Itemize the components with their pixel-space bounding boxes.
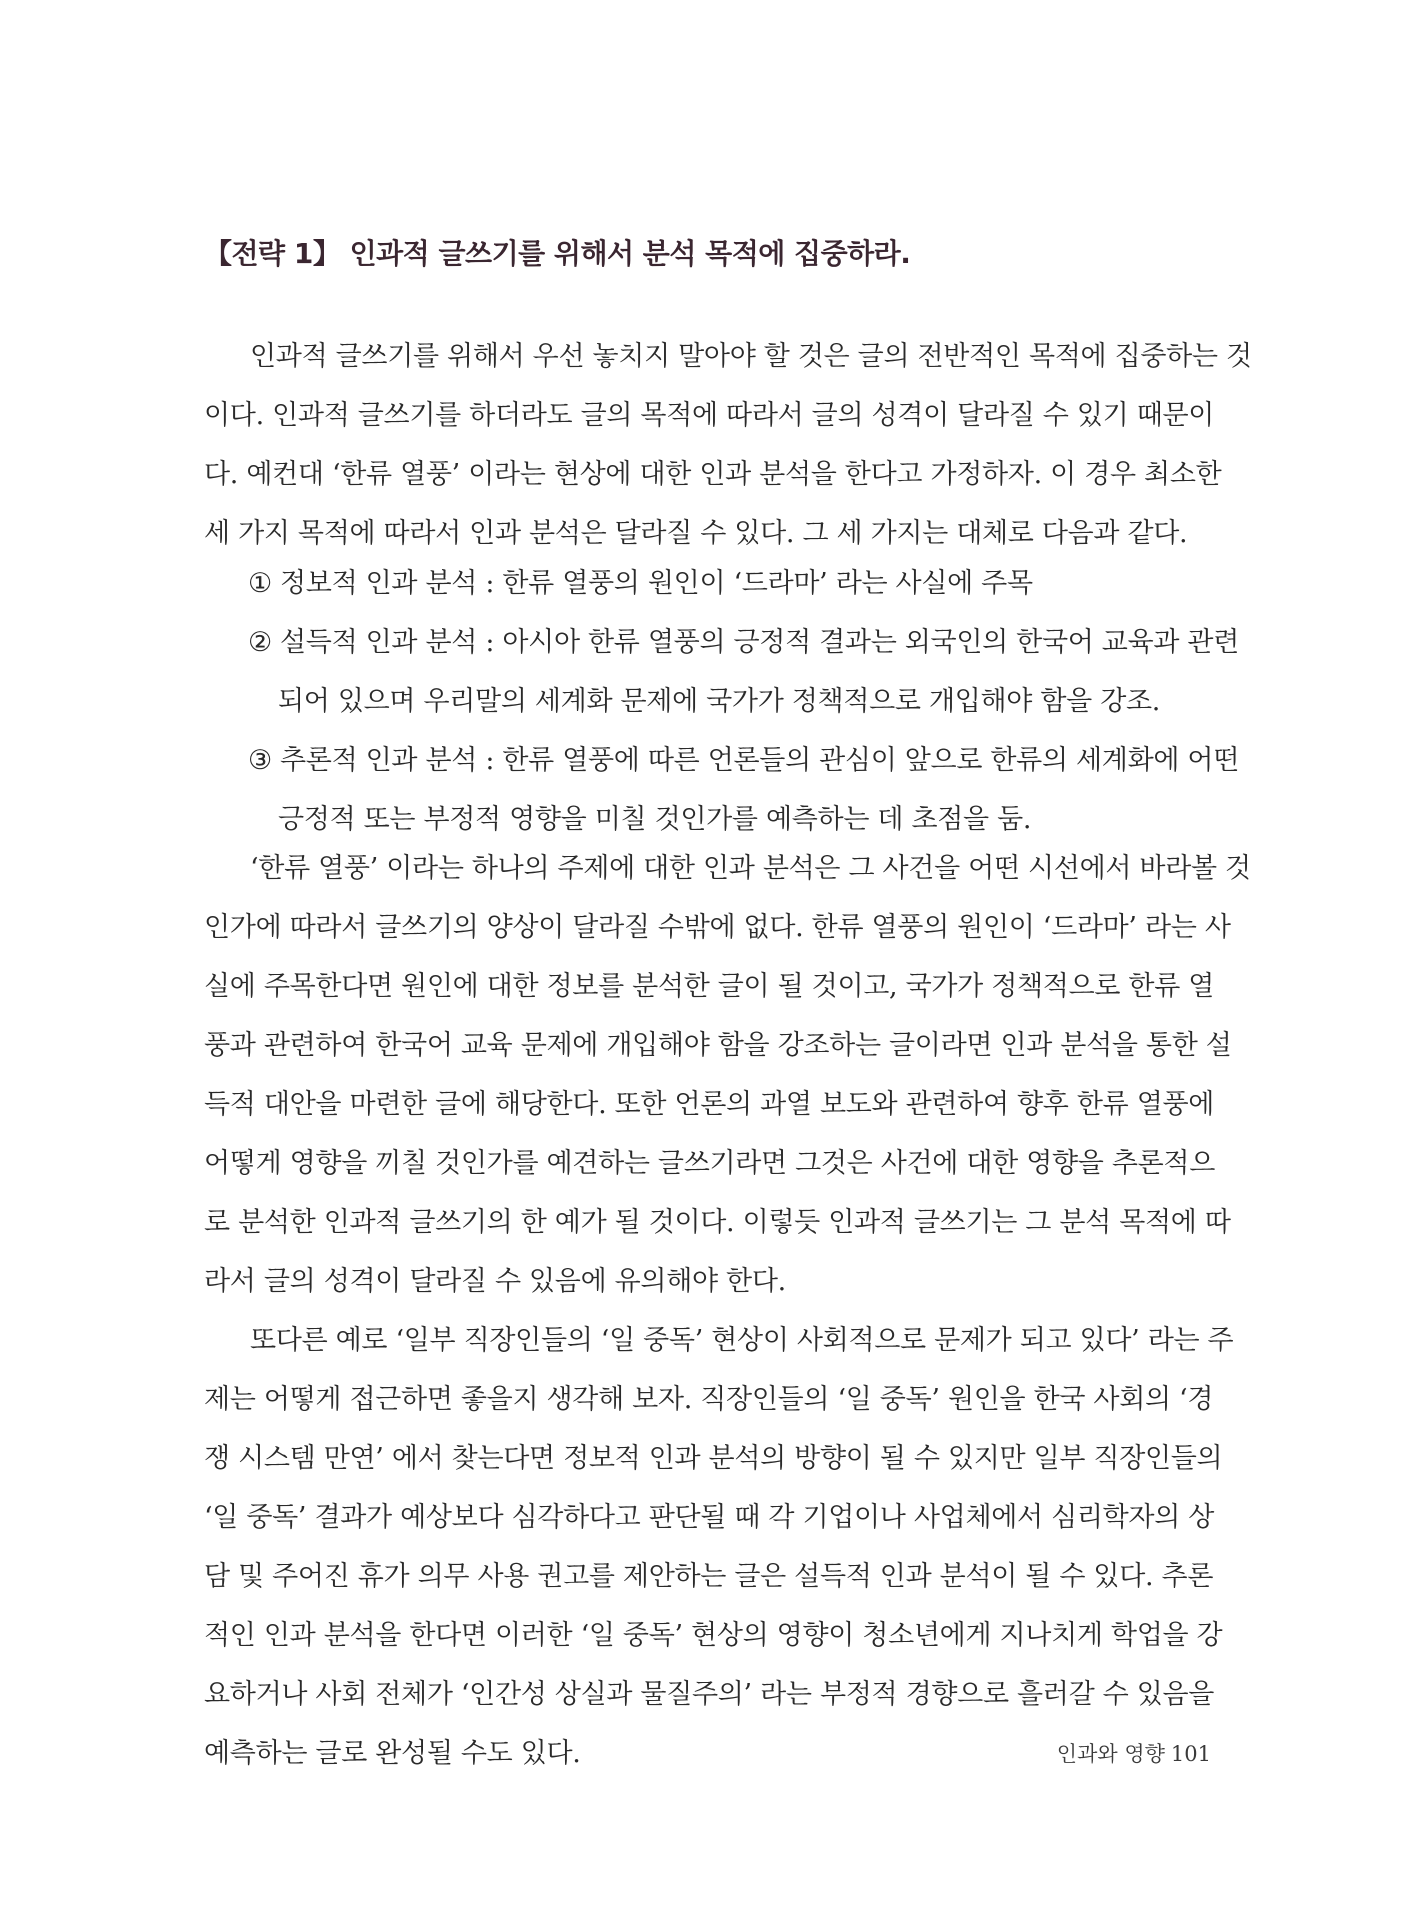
text-line: 인과적 글쓰기를 위해서 우선 놓치지 말아야 할 것은 글의 전반적인 목적에 집중하는 것 xyxy=(250,341,1252,372)
list-number: ③ xyxy=(248,745,272,776)
text-line: 예측하는 글로 완성될 수도 있다. xyxy=(204,1738,581,1769)
text-line: 라서 글의 성격이 달라질 수 있음에 유의해야 한다. xyxy=(204,1266,786,1297)
text-line: 또다른 예로 ‘일부 직장인들의 ‘일 중독’ 현상이 사회적으로 문제가 되고 있다’ 라는 주 xyxy=(250,1325,1234,1356)
text-line: 풍과 관련하여 한국어 교육 문제에 개입해야 함을 강조하는 글이라면 인과 분석을 통한 설 xyxy=(204,1030,1232,1061)
text-line: ‘한류 열풍’ 이라는 하나의 주제에 대한 인과 분석은 그 사건을 어떤 시선에서 바라볼 것 xyxy=(250,853,1251,884)
list-number: ① xyxy=(248,568,272,599)
text-line: 이다. 인과적 글쓰기를 하더라도 글의 목적에 따라서 글의 성격이 달라질 수 있기 때문이 xyxy=(204,400,1215,431)
text-line: 로 분석한 인과적 글쓰기의 한 예가 될 것이다. 이렇듯 인과적 글쓰기는 그 분석 목적에 따 xyxy=(204,1207,1231,1238)
page-number: 101 xyxy=(1170,1742,1211,1766)
paragraph-3 xyxy=(204,1311,1234,1783)
list-item-text: 정보적 인과 분석 : 한류 열풍의 원인이 ‘드라마’ 라는 사실에 주목 xyxy=(280,568,1033,599)
list-item-text: 설득적 인과 분석 : 아시아 한류 열풍의 긍정적 결과는 외국인의 한국어 교육과 관련 xyxy=(280,627,1239,658)
text-line: 담 및 주어진 휴가 의무 사용 권고를 제안하는 글은 설득적 인과 분석이 될 수 있다. 추론 xyxy=(204,1561,1214,1592)
text-line: 다. 예컨대 ‘한류 열풍’ 이라는 현상에 대한 인과 분석을 한다고 가정하자. 이 경우 최소한 xyxy=(204,459,1222,490)
text-line: 인가에 따라서 글쓰기의 양상이 달라질 수밖에 없다. 한류 열풍의 원인이 ‘드라마’ 라는 사 xyxy=(204,912,1231,943)
text-line: 득적 대안을 마련한 글에 해당한다. 또한 언론의 과열 보도와 관련하여 향후 한류 열풍에 xyxy=(204,1089,1215,1120)
section-heading: 【전략 1】 인과적 글쓰기를 위해서 분석 목적에 집중하라. xyxy=(204,237,911,270)
list-item xyxy=(248,613,1239,672)
text-line: 제는 어떻게 접근하면 좋을지 생각해 보자. 직장인들의 ‘일 중독’ 원인을 한국 사회의 ‘경 xyxy=(204,1384,1214,1415)
paragraph-1 xyxy=(204,327,1252,563)
list-item xyxy=(248,731,1239,790)
numbered-list xyxy=(248,554,1239,849)
text-line: 어떻게 영향을 끼칠 것인가를 예견하는 글쓰기라면 그것은 사건에 대한 영향을 추론적으 xyxy=(204,1148,1215,1179)
running-section-title: 인과와 영향 xyxy=(1056,1742,1165,1766)
list-item xyxy=(248,554,1204,613)
text-line: ‘일 중독’ 결과가 예상보다 심각하다고 판단될 때 각 기업이나 사업체에서 심리학자의 상 xyxy=(204,1502,1215,1533)
text-line: 적인 인과 분석을 한다면 이러한 ‘일 중독’ 현상의 영향이 청소년에게 지나치게 학업을 강 xyxy=(204,1620,1223,1651)
text-line: 요하거나 사회 전체가 ‘인간성 상실과 물질주의’ 라는 부정적 경향으로 흘러갈 수 있음을 xyxy=(204,1679,1215,1710)
list-number: ② xyxy=(248,627,272,658)
text-line: 세 가지 목적에 따라서 인과 분석은 달라질 수 있다. 그 세 가지는 대체로 다음과 같다. xyxy=(204,518,1188,549)
text-line: 쟁 시스템 만연’ 에서 찾는다면 정보적 인과 분석의 방향이 될 수 있지만 일부 직장인들의 xyxy=(204,1443,1223,1474)
text-line: 실에 주목한다면 원인에 대한 정보를 분석한 글이 될 것이고, 국가가 정책적으로 한류 열 xyxy=(204,971,1215,1002)
page-footer xyxy=(1057,1738,1211,1768)
list-item-continuation: 긍정적 또는 부정적 영향을 미칠 것인가를 예측하는 데 초점을 둠. xyxy=(278,804,1032,835)
list-item-text: 추론적 인과 분석 : 한류 열풍에 따른 언론들의 관심이 앞으로 한류의 세계화에 어떤 xyxy=(280,745,1239,776)
paragraph-2 xyxy=(204,839,1251,1311)
list-item-continuation: 되어 있으며 우리말의 세계화 문제에 국가가 정책적으로 개입해야 함을 강조. xyxy=(278,686,1161,717)
